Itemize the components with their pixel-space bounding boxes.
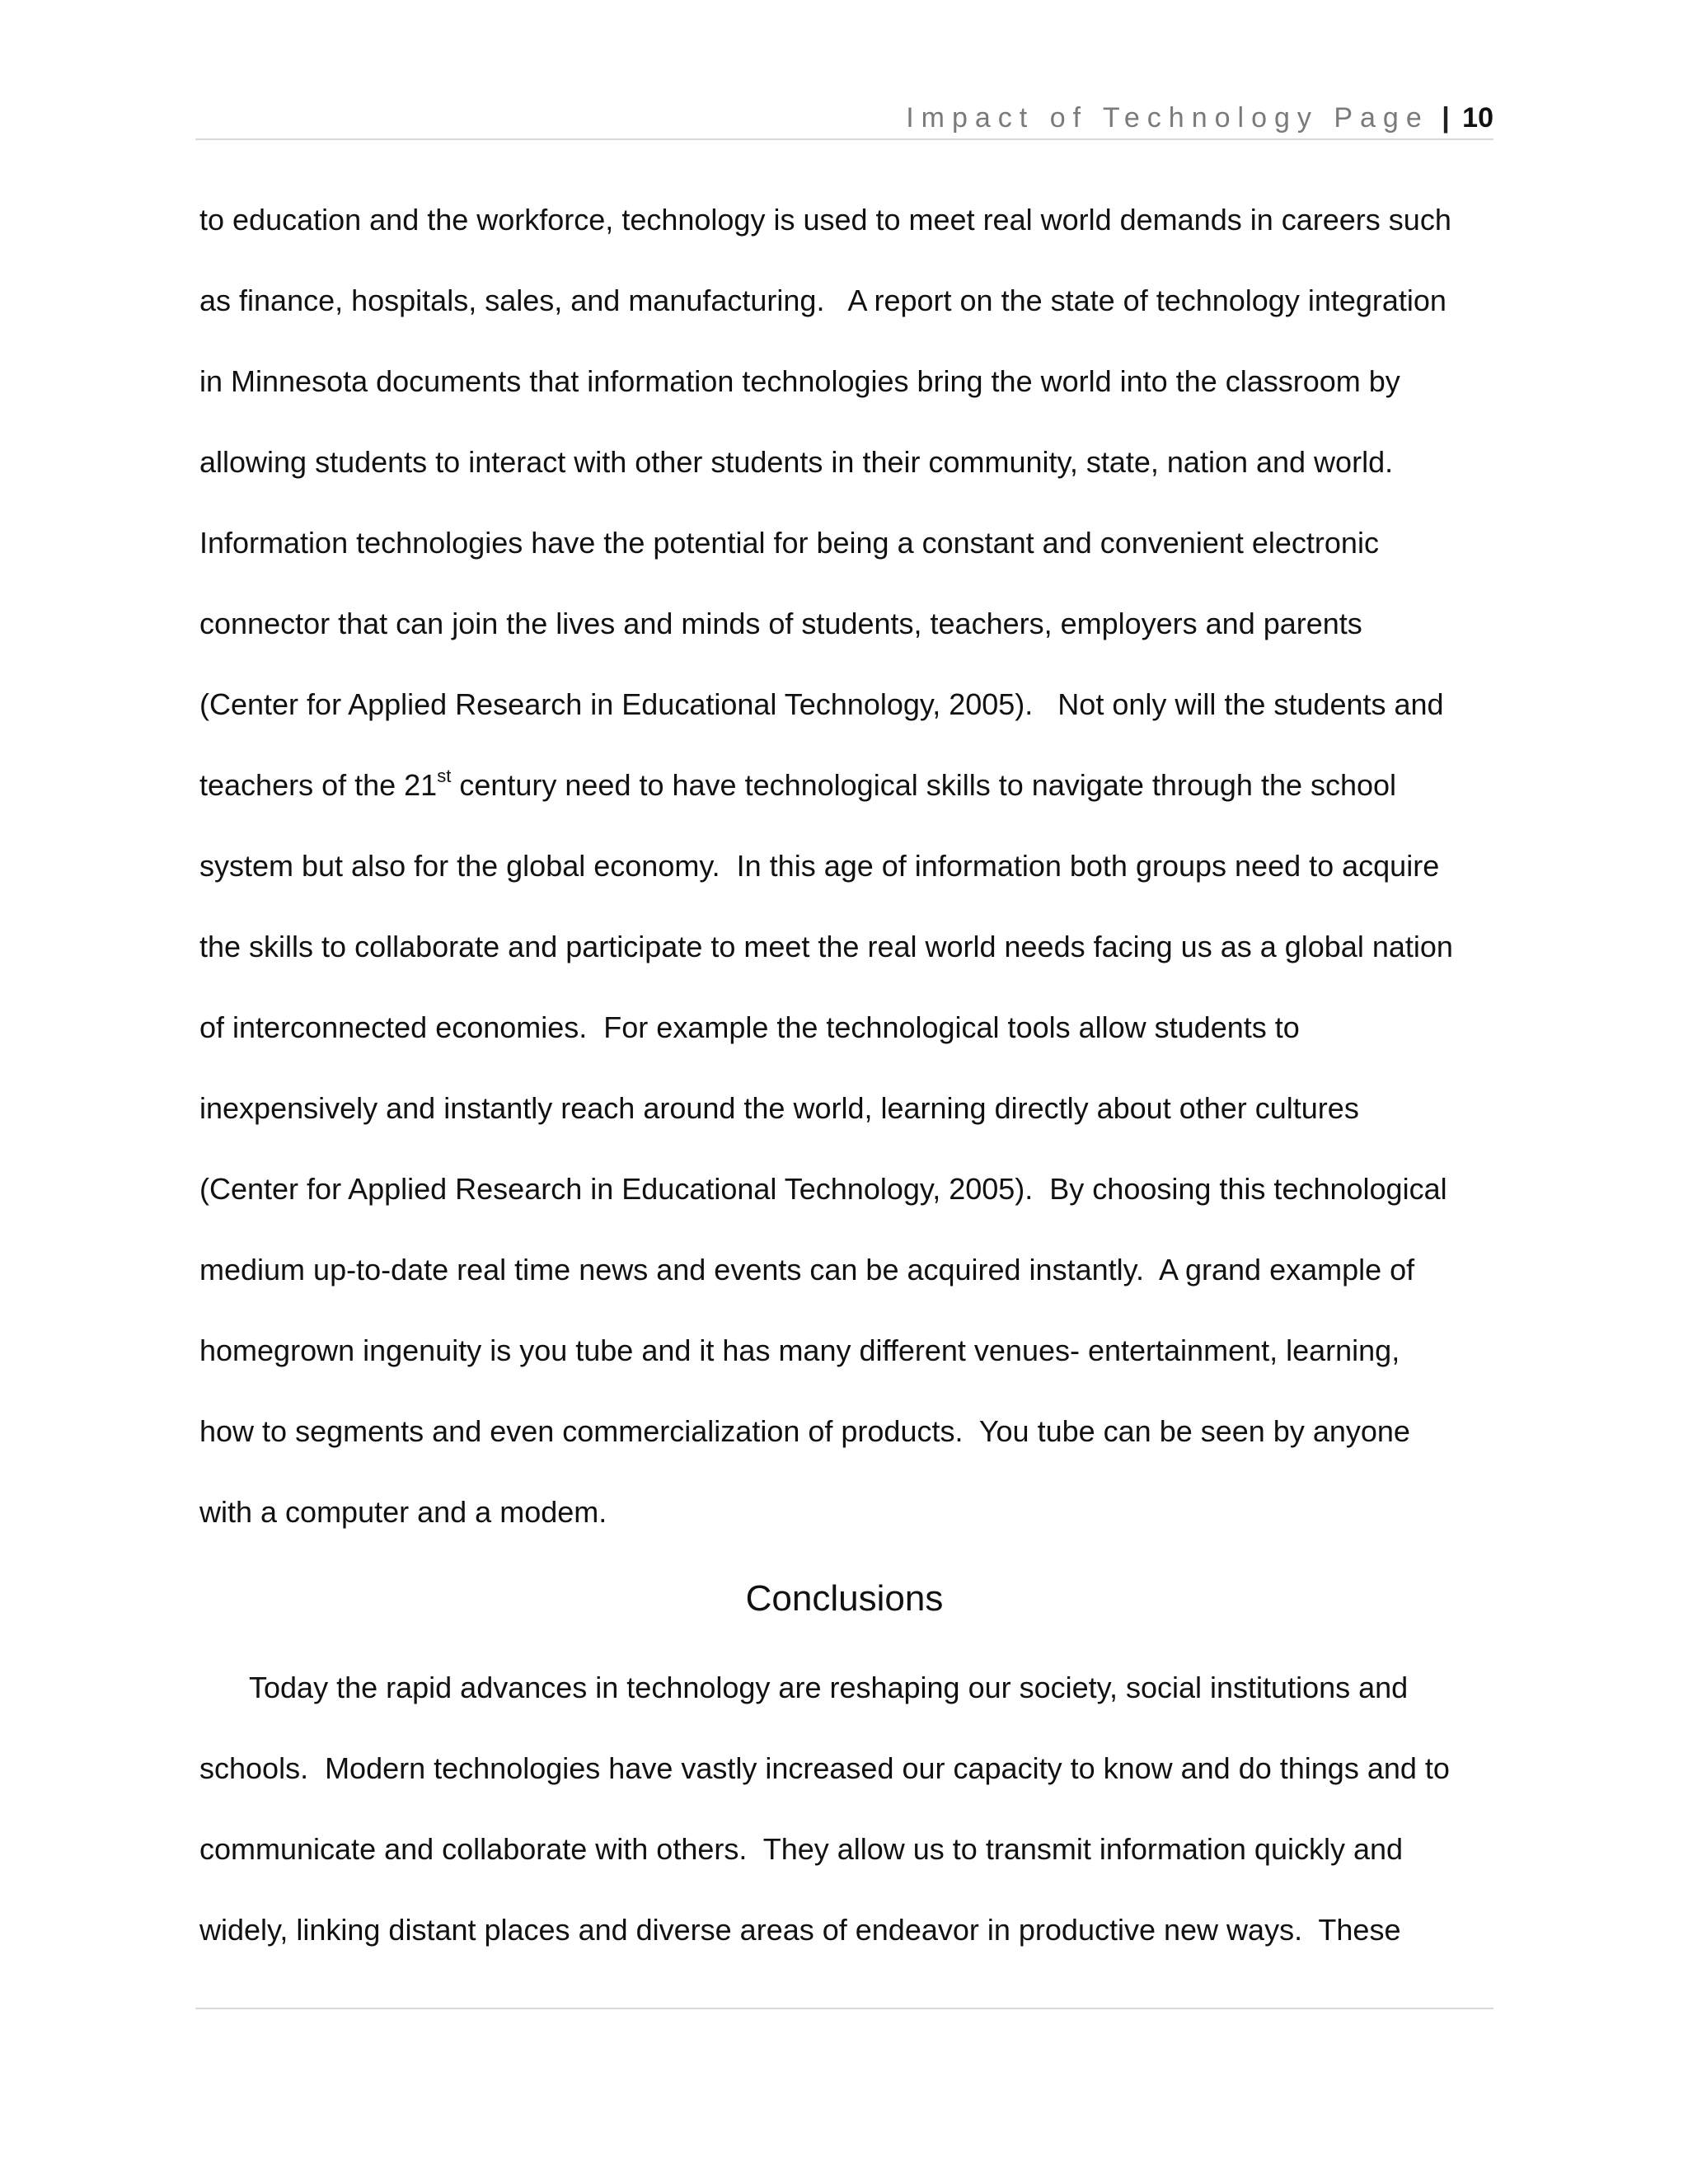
text-line: connector that can join the lives and minds of students, teachers, employers and parents (199, 607, 1362, 640)
text-line-with-superscript (199, 745, 1502, 826)
text-line: schools. Modern technologies have vastly increased our capacity to know and do things and to (199, 1751, 1450, 1785)
text-line: to education and the workforce, technology is used to meet real world demands in careers such (199, 203, 1451, 237)
text-line: allowing students to interact with other students in their community, state, nation and world. (199, 445, 1394, 479)
text-line: medium up-to-date real time news and events can be acquired instantly. A grand example of (199, 1253, 1415, 1286)
text-line: (Center for Applied Research in Educational Technology, 2005). Not only will the students and (199, 687, 1444, 721)
text-line: as finance, hospitals, sales, and manufacturing. A report on the state of technology integration (199, 284, 1447, 317)
text-fragment: teachers of the 21 (199, 768, 438, 802)
text-line: of interconnected economies. For example the technological tools allow students to (199, 1010, 1300, 1044)
paragraph-conclusions (199, 1647, 1502, 1971)
text-fragment: century need to have technological skills to navigate through the school (451, 768, 1397, 802)
text-line: with a computer and a modem. (199, 1495, 607, 1529)
page-number: 10 (1462, 102, 1493, 134)
header-separator: | (1442, 102, 1450, 134)
text-line: Today the rapid advances in technology are reshaping our society, social institutions and (249, 1671, 1409, 1704)
text-line: system but also for the global economy. In this age of information both groups need to acquire (199, 849, 1440, 883)
header-title: Impact of Technology Page (906, 102, 1429, 134)
running-header (195, 97, 1493, 138)
section-heading: Conclusions (745, 1578, 944, 1619)
footer-rule (195, 2008, 1493, 2009)
text-line: inexpensively and instantly reach around the world, learning directly about other cultures (199, 1091, 1359, 1125)
text-line: Information technologies have the potential for being a constant and convenient electronic (199, 526, 1379, 560)
text-line: communicate and collaborate with others. They allow us to transmit information quickly and (199, 1832, 1404, 1866)
header-rule (195, 138, 1493, 140)
text-line: widely, linking distant places and diverse areas of endeavor in productive new ways. These (199, 1913, 1401, 1947)
text-line: (Center for Applied Research in Educational Technology, 2005). By choosing this technological (199, 1172, 1447, 1206)
ordinal-superscript: st (437, 766, 452, 786)
paragraph-continued (199, 180, 1502, 1553)
text-line: the skills to collaborate and participate to meet the real world needs facing us as a global nation (199, 930, 1453, 963)
text-line: homegrown ingenuity is you tube and it has many different venues- entertainment, learning, (199, 1333, 1400, 1367)
text-line: in Minnesota documents that information technologies bring the world into the classroom by (199, 364, 1400, 398)
text-line: how to segments and even commercialization of products. You tube can be seen by anyone (199, 1414, 1410, 1448)
